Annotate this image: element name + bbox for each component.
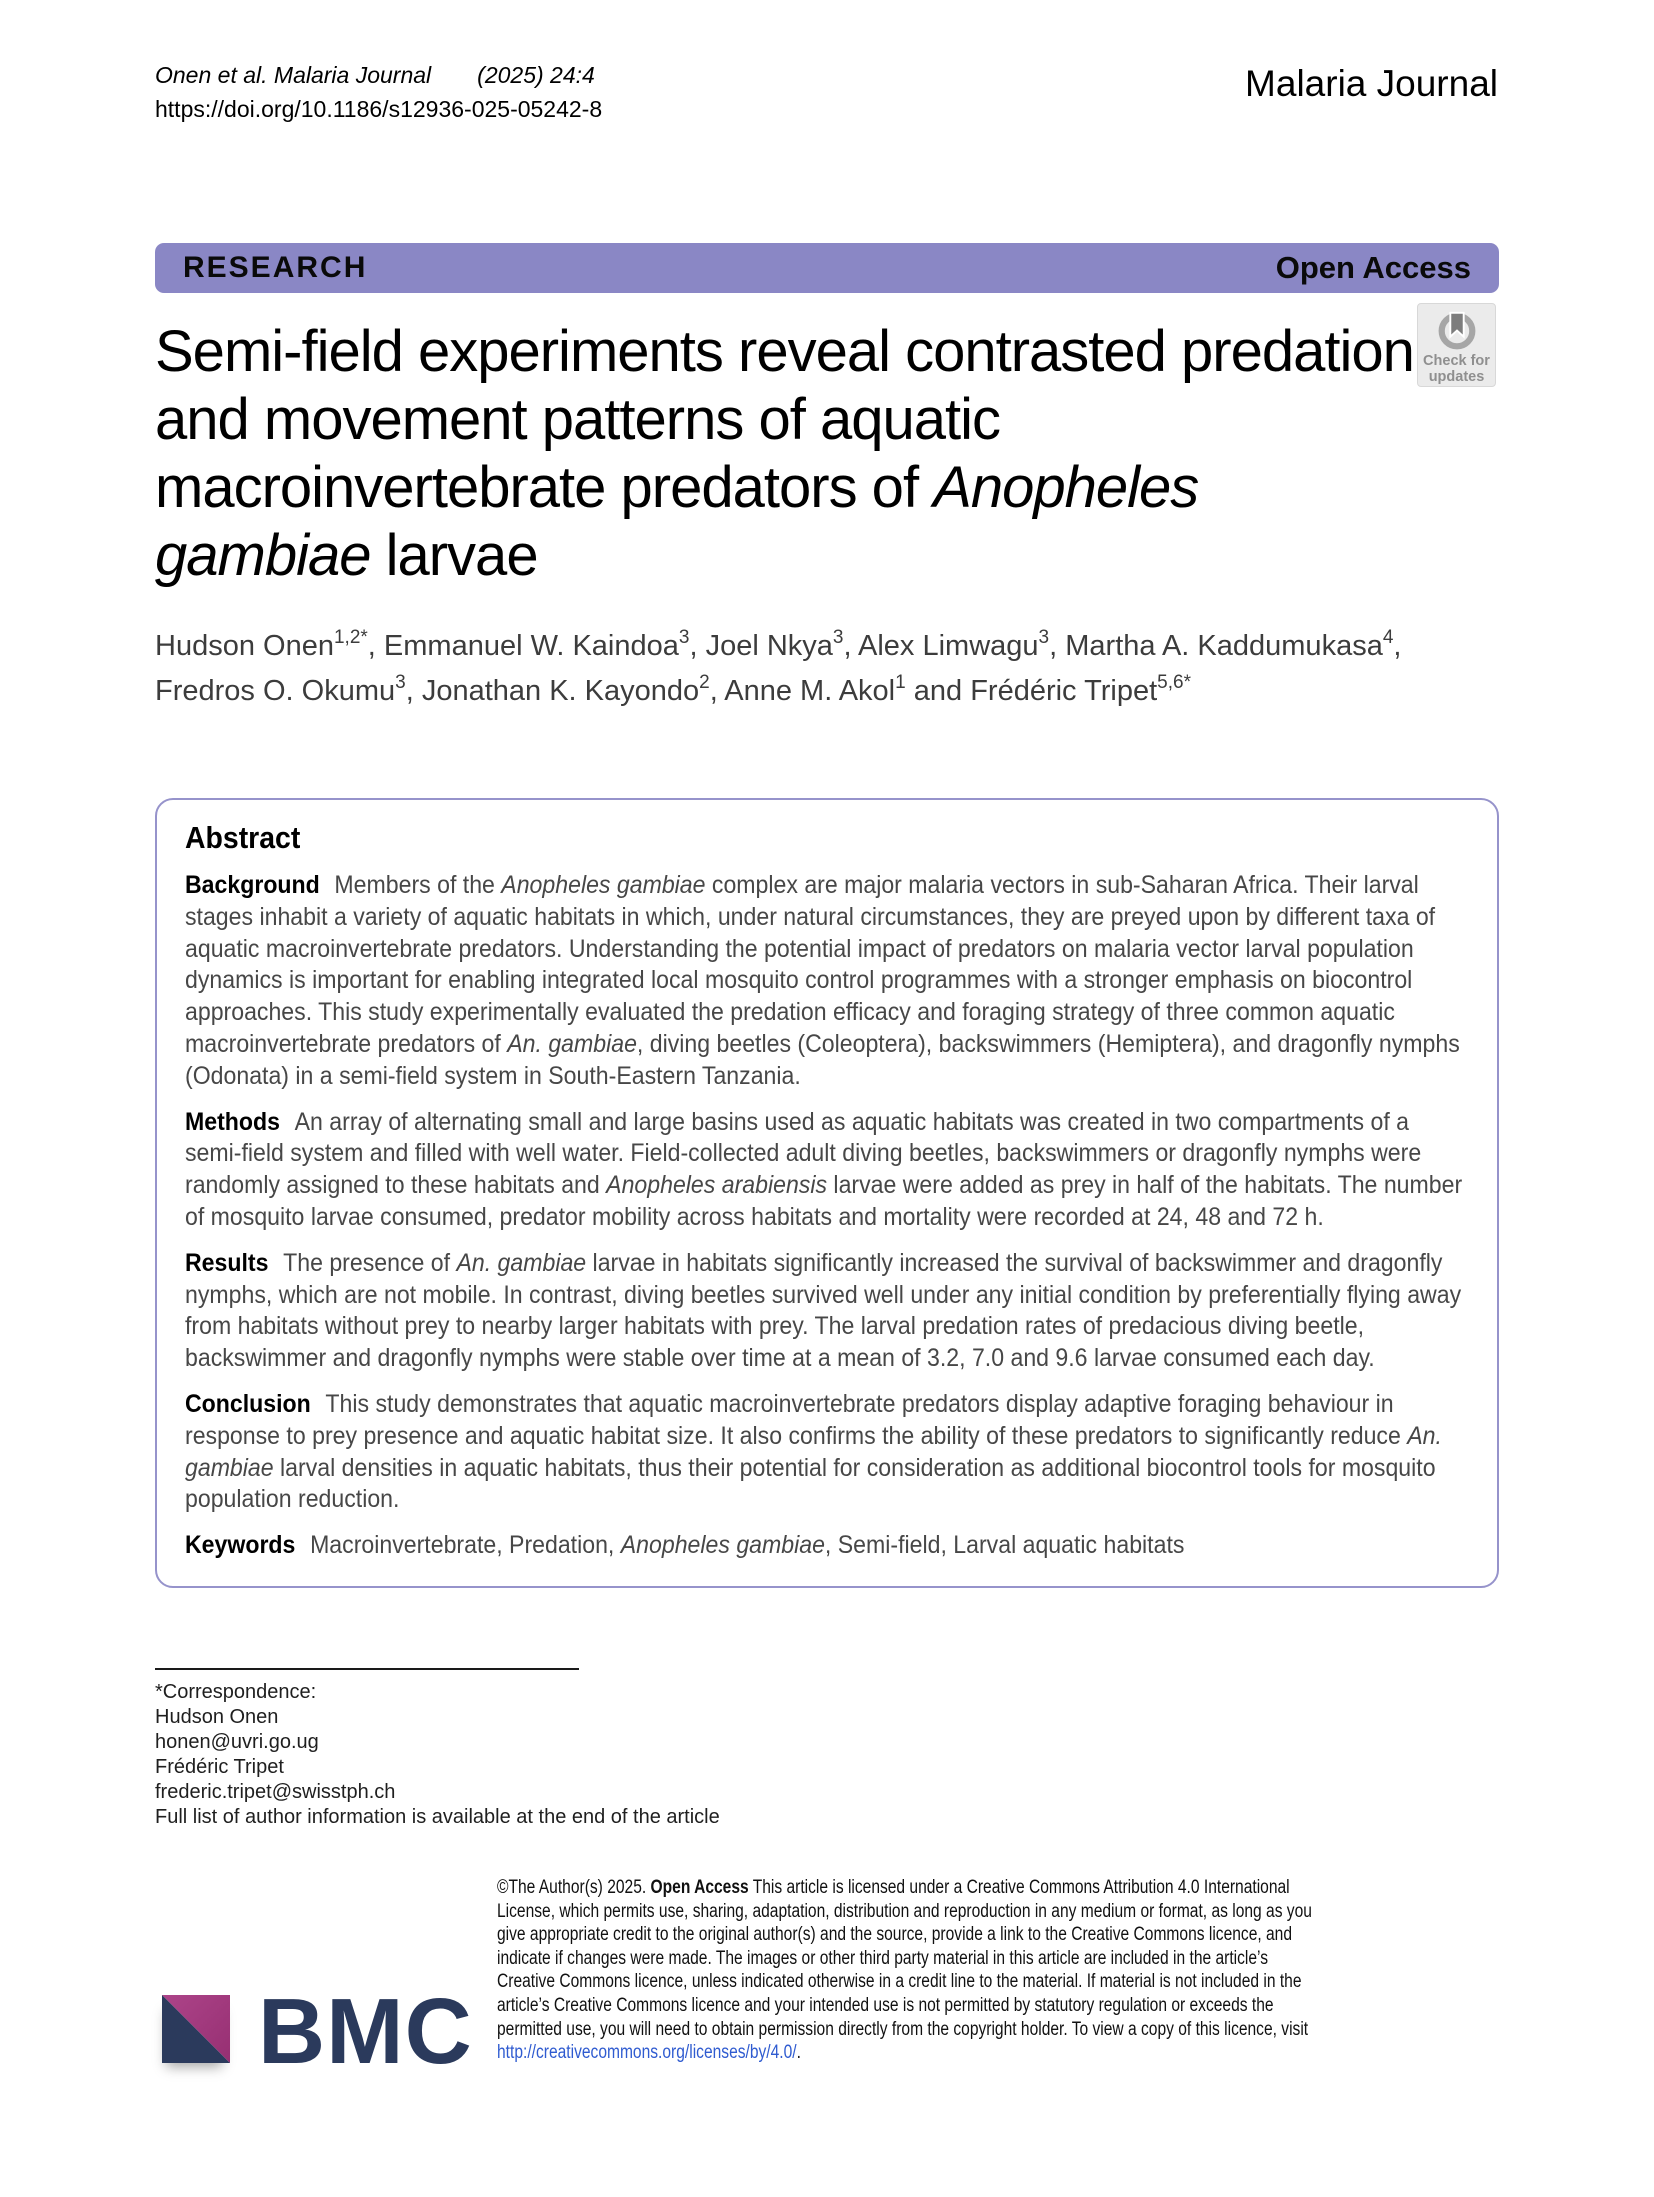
check-for-updates-label bbox=[1423, 353, 1490, 385]
author-affiliation-superscript: 1,2* bbox=[333, 627, 368, 649]
correspondence-email-1: honen@uvri.go.ug bbox=[155, 1731, 319, 1753]
text-run: larval densities in aquatic habitats, thus their potential for consideration as additional biocontrol tools for mosquito population reduction. bbox=[185, 1453, 1436, 1514]
abstract-conclusion-text bbox=[185, 1390, 1442, 1513]
correspondence-email-2: frederic.tripet@swisstph.ch bbox=[155, 1781, 396, 1803]
abstract-background-text bbox=[185, 871, 1460, 1090]
author-affiliation-superscript: 3 bbox=[1038, 627, 1050, 649]
article-type-banner bbox=[155, 243, 1499, 293]
citation-block bbox=[155, 58, 602, 126]
italic-text-run: An. gambiae bbox=[185, 1421, 1442, 1482]
author-affiliation-superscript: 5,6* bbox=[1157, 672, 1191, 694]
abstract-results-text bbox=[185, 1249, 1461, 1372]
abstract-content bbox=[185, 820, 1469, 1562]
abstract-keywords-text bbox=[310, 1531, 1184, 1559]
text-run: This article is licensed under a Creative Commons Attribution 4.0 International License, which permits use, sharing, adaptation, distribution and reproduction in any medium or format, as long as you give appropriate credit to the original author(s) and the source, provide a link to the Creative Commons licence, and indicate if changes were made. The images or other third party material in this article are included in the article’s Creative Commons licence, unless indicated otherwise in a credit line to the material. If material is not included in the article’s Creative Commons licence and your intended use is not permitted by statutory regulation or exceeds the permitted use, you will need to obtain permission directly from the copyright holder. To view a copy of this licence, visit bbox=[497, 1877, 1312, 2040]
correspondence-author-1: Hudson Onen bbox=[155, 1706, 279, 1728]
author-affiliation-superscript: 3 bbox=[832, 627, 844, 649]
author-name: Hudson Onen$^{1,2*}$ bbox=[155, 627, 368, 662]
doi-text: https://doi.org/10.1186/s12936-025-05242-8 bbox=[155, 96, 603, 122]
text-run: An array of alternating small and large basins used as aquatic habitats was created in two compartments of a semi-field system and filled with well water. Field-collected adult diving beetles, backswimmers or dragonfly nymphs were randomly assigned to these habitats and bbox=[185, 1107, 1422, 1200]
article-title bbox=[155, 318, 1415, 590]
correspondence-author-2: Frédéric Tripet bbox=[155, 1756, 284, 1778]
author-name: Emmanuel W. Kaindoa$^3$ bbox=[383, 627, 690, 662]
author-name: Alex Limwagu$^3$ bbox=[858, 627, 1050, 662]
author-affiliation-superscript: 3 bbox=[395, 672, 406, 694]
citation-line bbox=[155, 58, 602, 92]
abstract-keywords-paragraph bbox=[185, 1530, 1469, 1562]
italic-text-run: An. gambiae bbox=[456, 1248, 587, 1277]
bmc-logo-text: BMC bbox=[258, 1978, 473, 2083]
text-run: larvae bbox=[370, 523, 538, 588]
abstract-heading: Abstract bbox=[185, 820, 301, 855]
check-for-updates-button[interactable] bbox=[1417, 303, 1496, 387]
italic-text-run: Anopheles gambiae bbox=[620, 1531, 825, 1560]
text-run: Macroinvertebrate, Predation, bbox=[310, 1531, 621, 1560]
crossmark-ribbon-icon bbox=[1435, 309, 1479, 353]
license-statement bbox=[497, 1876, 1318, 2065]
bmc-logo-square-icon bbox=[162, 1995, 230, 2063]
text-run: ©The Author(s) 2025. bbox=[497, 1877, 651, 1898]
text-run: , Semi-field, Larval aquatic habitats bbox=[824, 1531, 1185, 1560]
italic-text-run: Anopheles arabiensis bbox=[606, 1171, 828, 1200]
check-for-updates-line1: Check for bbox=[1423, 353, 1490, 369]
article-type-label: RESEARCH bbox=[183, 251, 368, 284]
author-name: Joel Nkya$^3$ bbox=[705, 627, 844, 662]
bmc-logo bbox=[155, 1876, 497, 2083]
footnote-rule bbox=[155, 1668, 579, 1670]
author-name: Jonathan K. Kayondo$^2$ bbox=[421, 672, 710, 707]
text-run: larvae in habitats significantly increased the survival of backswimmer and dragonfly nymphs, which are not mobile. In contrast, diving beetles survived well under any initial condition by preferentially flying away from habitats without prey to nearby larger habitats with prey. The larval predation rates of predacious diving beetle, backswimmer and dragonfly nymphs were stable over time at a mean of 3.2, 7.0 and 9.6 larvae consumed each day. bbox=[185, 1248, 1462, 1373]
author-name: Anne M. Akol$^1$ bbox=[724, 672, 906, 707]
italic-text-run: An. gambiae bbox=[507, 1029, 637, 1058]
creative-commons-license-link[interactable]: http://creativecommons.org/licenses/by/4.0/ bbox=[497, 2042, 797, 2064]
correspondence-block bbox=[155, 1668, 775, 1830]
text-run: . bbox=[796, 2042, 801, 2064]
author-affiliation-superscript: 3 bbox=[678, 627, 690, 649]
abstract-conclusion-label: Conclusion bbox=[185, 1389, 311, 1418]
abstract-conclusion-paragraph bbox=[185, 1389, 1469, 1516]
italic-text-run: Anopheles gambiae bbox=[155, 455, 1199, 588]
page-footer bbox=[155, 1876, 1498, 2083]
text-run: This study demonstrates that aquatic macroinvertebrate predators display adaptive foraging behaviour in response to prey presence and aquatic habitat size. It also confirms the ability of these predators to significantly reduce bbox=[185, 1389, 1408, 1450]
author-name: Fredros O. Okumu$^3$ bbox=[155, 672, 406, 707]
open-access-label: Open Access bbox=[1275, 250, 1471, 285]
citation-text: Onen et al. Malaria Journal bbox=[155, 62, 432, 88]
author-list: Hudson Onen$^{1,2*}$, Emmanuel W. Kaindoa$^3$, Joel Nkya$^3$, Alex Limwagu$^3$, Martha A. Kaddumukasa$^4$, Fredros O. Okumu$^3$, Jonathan K. Kayondo$^2$, Anne M. Akol$^1$ and Frédéric Tripet$^{5,6*}$ bbox=[155, 627, 1402, 707]
abstract-background-paragraph bbox=[185, 870, 1469, 1093]
author-affiliation-superscript: 2 bbox=[699, 672, 710, 694]
journal-name: Malaria Journal bbox=[1245, 63, 1498, 104]
page-header bbox=[155, 58, 1498, 126]
abstract-methods-label: Methods bbox=[185, 1107, 280, 1136]
text-run: Members of the bbox=[334, 871, 502, 899]
text-run: The presence of bbox=[283, 1248, 457, 1277]
text-run: larvae were added as prey in half of the habitats. The number of mosquito larvae consumed, predator mobility across habitats and mortality were recorded at 24, 48 and 72 h. bbox=[185, 1171, 1463, 1231]
abstract-methods-paragraph bbox=[185, 1107, 1469, 1234]
author-name: Martha A. Kaddumukasa$^4$ bbox=[1065, 627, 1394, 662]
abstract-methods-text bbox=[185, 1108, 1462, 1231]
abstract-box bbox=[155, 798, 1499, 1588]
abstract-results-paragraph bbox=[185, 1248, 1469, 1375]
abstract-background-label: Background bbox=[185, 871, 320, 899]
text-run: complex are major malaria vectors in sub-Saharan Africa. Their larval stages inhabit a variety of aquatic habitats in which, under natural circumstances, they are preyed upon by different taxa of aquatic macroinvertebrate predators. Understanding the potential impact of predators on malaria vector larval population dynamics is important for enabling integrated local mosquito control programmes with a stronger emphasis on biocontrol approaches. This study experimentally evaluated the predation efficacy and foraging strategy of three common aquatic macroinvertebrate predators of bbox=[185, 871, 1436, 1058]
correspondence-heading: *Correspondence: bbox=[155, 1681, 317, 1703]
abstract-results-label: Results bbox=[185, 1248, 269, 1277]
italic-text-run: Anopheles gambiae bbox=[501, 871, 706, 899]
author-affiliation-superscript: 4 bbox=[1382, 627, 1394, 649]
author-info-note: Full list of author information is available at the end of the article bbox=[155, 1806, 720, 1828]
text-run: , diving beetles (Coleoptera), backswimmers (Hemiptera), and dragonfly nymphs (Odonata) in a semi-field system in South-Eastern Tanzania. bbox=[185, 1029, 1460, 1090]
bold-text-run: Open Access bbox=[650, 1877, 749, 1898]
text-run: Semi-field experiments reveal contrasted predation and movement patterns of aquatic macroinvertebrate predators of bbox=[155, 319, 1414, 520]
abstract-keywords-label: Keywords bbox=[185, 1531, 296, 1560]
citation-ref: (2025) 24:4 bbox=[477, 62, 595, 88]
author-affiliation-superscript: 1 bbox=[895, 672, 906, 694]
author-name: Frédéric Tripet$^{5,6*}$ bbox=[970, 672, 1191, 707]
check-for-updates-line2: updates bbox=[1428, 369, 1485, 385]
